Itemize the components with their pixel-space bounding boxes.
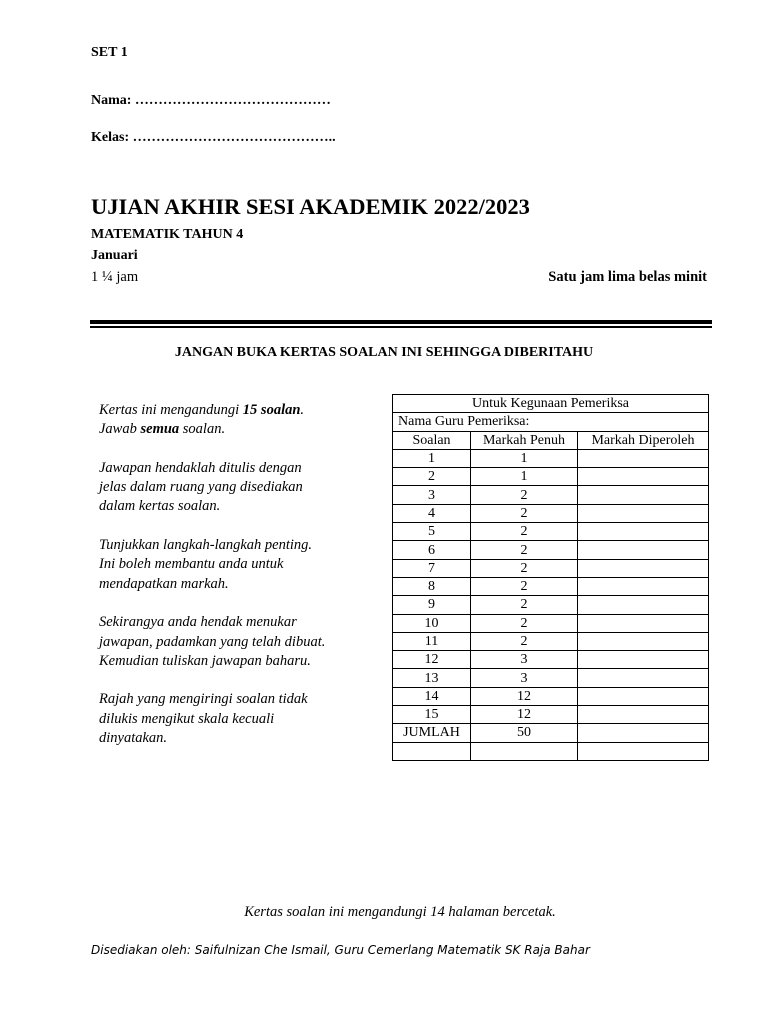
marks-obtained-cell bbox=[578, 596, 709, 614]
instruction-paragraph bbox=[99, 613, 359, 671]
question-number: 1 bbox=[393, 449, 471, 467]
question-number: 4 bbox=[393, 504, 471, 522]
table-row bbox=[393, 596, 709, 614]
instruction-line: dilukis mengikut skala kecuali bbox=[99, 710, 275, 727]
table-title: Untuk Kegunaan Pemeriksa bbox=[393, 395, 709, 413]
table-row bbox=[393, 486, 709, 504]
question-number: 8 bbox=[393, 577, 471, 595]
table-row bbox=[393, 504, 709, 522]
instruction-line: mendapatkan markah. bbox=[99, 575, 229, 592]
instruction-emphasis: semua bbox=[140, 421, 180, 438]
instruction-line: dalam kertas soalan. bbox=[99, 498, 221, 515]
marks-obtained-cell bbox=[578, 486, 709, 504]
marks-obtained-cell bbox=[578, 687, 709, 705]
question-number: 2 bbox=[393, 468, 471, 486]
table-row bbox=[393, 449, 709, 467]
set-label: SET 1 bbox=[91, 45, 128, 60]
marks-obtained-cell bbox=[578, 651, 709, 669]
instruction-paragraph bbox=[99, 401, 359, 440]
total-full-marks: 50 bbox=[471, 724, 578, 742]
exam-month: Januari bbox=[91, 248, 138, 263]
name-field-line: Nama: …………………………………… bbox=[91, 93, 331, 108]
warning-notice: JANGAN BUKA KERTAS SOALAN INI SEHINGGA DIBERITAHU bbox=[174, 345, 594, 360]
marks-obtained-cell bbox=[578, 577, 709, 595]
table-row bbox=[393, 541, 709, 559]
question-number: 9 bbox=[393, 596, 471, 614]
exam-duration-words: Satu jam lima belas minit bbox=[548, 269, 707, 285]
full-marks: 2 bbox=[471, 541, 578, 559]
table-row bbox=[393, 559, 709, 577]
instructions-block bbox=[99, 401, 359, 768]
table-row bbox=[393, 632, 709, 650]
total-row bbox=[393, 724, 709, 742]
instruction-line: dinyatakan. bbox=[99, 730, 168, 747]
full-marks: 2 bbox=[471, 577, 578, 595]
page-count-note: Kertas soalan ini mengandungi 14 halaman bercetak. bbox=[244, 904, 556, 920]
marks-obtained-cell bbox=[578, 559, 709, 577]
full-marks: 1 bbox=[471, 449, 578, 467]
column-header-full-marks: Markah Penuh bbox=[471, 431, 578, 449]
blank-cell bbox=[578, 742, 709, 760]
instruction-line: Tunjukkan langkah-langkah penting. bbox=[99, 537, 313, 554]
instruction-text: Kertas ini mengandungi bbox=[99, 402, 243, 418]
blank-cell bbox=[393, 742, 471, 760]
total-label: JUMLAH bbox=[393, 724, 471, 742]
exam-title: UJIAN AKHIR SESI AKADEMIK 2022/2023 bbox=[91, 194, 530, 219]
marks-obtained-cell bbox=[578, 614, 709, 632]
class-field-line: Kelas: …………………………………….. bbox=[91, 130, 336, 145]
full-marks: 3 bbox=[471, 651, 578, 669]
full-marks: 2 bbox=[471, 486, 578, 504]
table-row bbox=[393, 687, 709, 705]
table-row bbox=[393, 651, 709, 669]
full-marks: 2 bbox=[471, 596, 578, 614]
full-marks: 12 bbox=[471, 706, 578, 724]
instruction-text: soalan. bbox=[179, 421, 226, 438]
table-row bbox=[393, 523, 709, 541]
divider-thick bbox=[90, 320, 712, 324]
marks-obtained-cell bbox=[578, 449, 709, 467]
table-header-row bbox=[393, 431, 709, 449]
table-title-row bbox=[393, 395, 709, 413]
divider-thin bbox=[90, 326, 712, 328]
instruction-line: jawapan, padamkan yang telah dibuat. bbox=[99, 633, 326, 650]
table-row bbox=[393, 614, 709, 632]
full-marks: 12 bbox=[471, 687, 578, 705]
instruction-emphasis: 15 soalan bbox=[242, 402, 301, 418]
full-marks: 1 bbox=[471, 468, 578, 486]
question-number: 14 bbox=[393, 687, 471, 705]
question-number: 10 bbox=[393, 614, 471, 632]
prepared-by-credit: Disediakan oleh: Saifulnizan Che Ismail, Guru Cemerlang Matematik SK Raja Bahar bbox=[91, 943, 590, 957]
marks-obtained-cell bbox=[578, 504, 709, 522]
table-row bbox=[393, 577, 709, 595]
question-number: 3 bbox=[393, 486, 471, 504]
full-marks: 2 bbox=[471, 632, 578, 650]
question-number: 12 bbox=[393, 651, 471, 669]
marks-obtained-cell bbox=[578, 523, 709, 541]
table-row bbox=[393, 669, 709, 687]
full-marks: 2 bbox=[471, 523, 578, 541]
marks-obtained-cell bbox=[578, 541, 709, 559]
full-marks: 3 bbox=[471, 669, 578, 687]
full-marks: 2 bbox=[471, 504, 578, 522]
instruction-text: . bbox=[300, 402, 305, 418]
blank-row bbox=[393, 742, 709, 760]
instruction-paragraph bbox=[99, 459, 359, 517]
question-number: 7 bbox=[393, 559, 471, 577]
instruction-line: Jawapan hendaklah ditulis dengan bbox=[99, 459, 302, 476]
marks-obtained-cell bbox=[578, 706, 709, 724]
instruction-paragraph bbox=[99, 536, 359, 594]
examiner-name-label: Nama Guru Pemeriksa: bbox=[393, 413, 709, 431]
instruction-paragraph bbox=[99, 690, 359, 748]
examiner-marks-table bbox=[392, 394, 709, 761]
table-row bbox=[393, 706, 709, 724]
full-marks: 2 bbox=[471, 559, 578, 577]
instruction-text: Jawab bbox=[99, 421, 141, 438]
question-number: 11 bbox=[393, 632, 471, 650]
question-number: 6 bbox=[393, 541, 471, 559]
total-marks-obtained-cell bbox=[578, 724, 709, 742]
marks-obtained-cell bbox=[578, 669, 709, 687]
instruction-line: Kemudian tuliskan jawapan baharu. bbox=[99, 652, 311, 669]
instruction-line: jelas dalam ruang yang disediakan bbox=[99, 479, 303, 496]
blank-cell bbox=[471, 742, 578, 760]
marks-obtained-cell bbox=[578, 468, 709, 486]
table-row bbox=[393, 468, 709, 486]
marks-obtained-cell bbox=[578, 632, 709, 650]
exam-duration: 1 ¼ jam bbox=[91, 269, 139, 285]
instruction-line: Sekirangya anda hendak menukar bbox=[99, 614, 297, 631]
question-number: 13 bbox=[393, 669, 471, 687]
examiner-name-row bbox=[393, 413, 709, 431]
subject-label: MATEMATIK TAHUN 4 bbox=[91, 227, 244, 242]
instruction-line: Rajah yang mengiringi soalan tidak bbox=[99, 691, 308, 708]
question-number: 15 bbox=[393, 706, 471, 724]
instruction-line: Ini boleh membantu anda untuk bbox=[99, 556, 284, 573]
question-number: 5 bbox=[393, 523, 471, 541]
column-header-question: Soalan bbox=[393, 431, 471, 449]
full-marks: 2 bbox=[471, 614, 578, 632]
column-header-marks-obtained: Markah Diperoleh bbox=[578, 431, 709, 449]
